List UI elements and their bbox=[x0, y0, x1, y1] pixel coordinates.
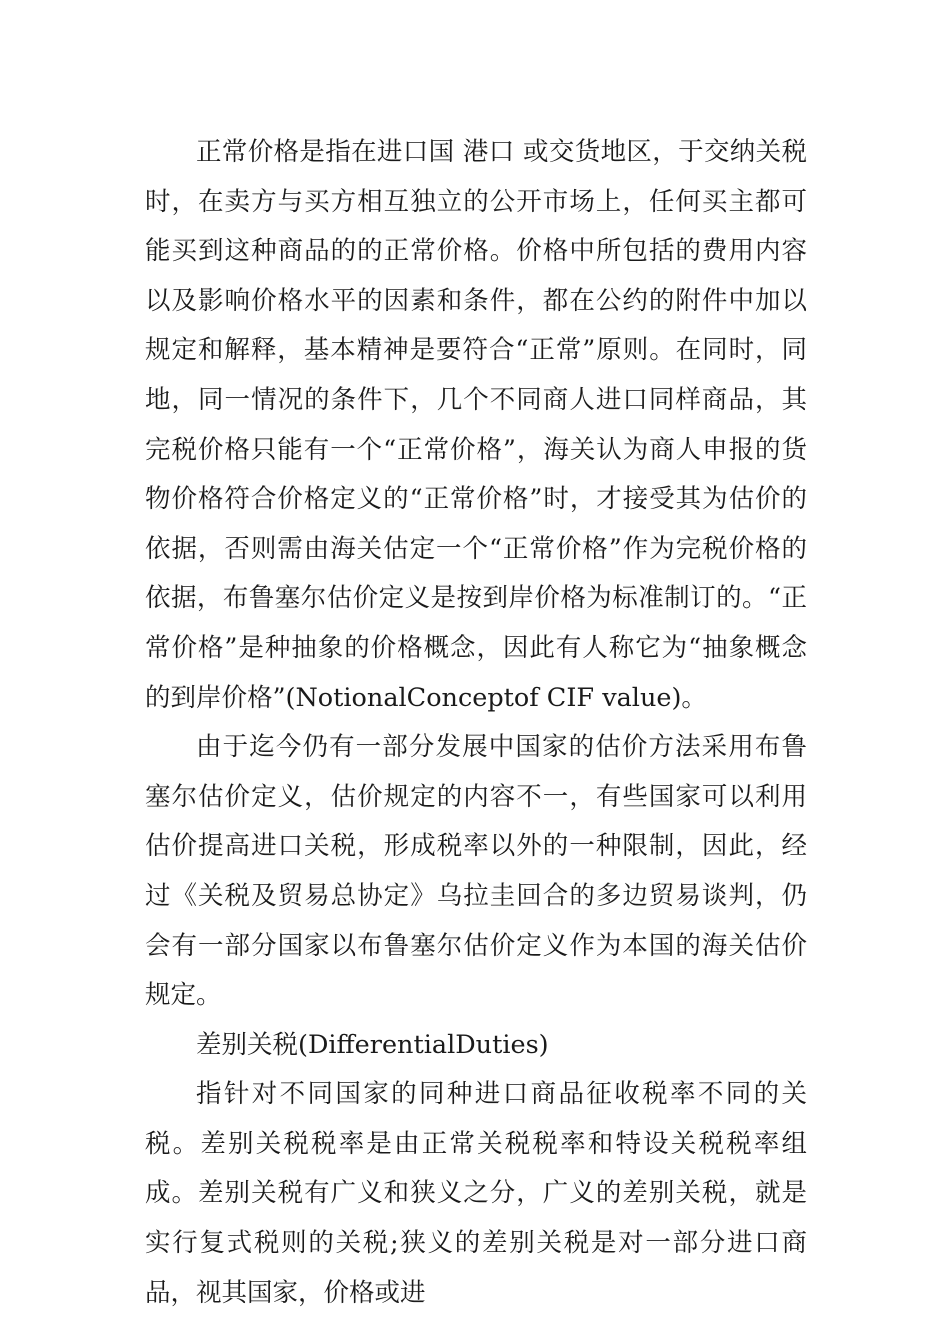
paragraph-normal-price: 正常价格是指在进口国 港口 或交货地区，于交纳关税时，在卖方与买方相互独立的公开市场上，任何买主都可能买到这种商品的的正常价格。价格中所包括的费用内容以及影响价格水平的因素和条件，都在公约的附件中加以规定和解释，基本精神是要符合“正常”原则。在同时，同地，同一情况的条件下，几个不同商人进口同样商品，其完税价格只能有一个“正常价格”，海关认为商人申报的货物价格符合价格定义的“正常价格”时，才接受其为估价的依据，否则需由海关估定一个“正常价格”作为完税价格的依据，布鲁塞尔估价定义是按到岸价格为标准制订的。“正常价格”是种抽象的价格概念，因此有人称它为“抽象概念的到岸价格”(NotionalConceptof CIF value)。 bbox=[145, 137, 807, 713]
section-heading-differential-duties: 差别关税(DifferentialDuties) bbox=[196, 1029, 549, 1060]
paragraph-brussels-definition: 由于迄今仍有一部分发展中国家的估价方法采用布鲁塞尔估价定义，估价规定的内容不一，有些国家可以利用估价提高进口关税，形成税率以外的一种限制，因此，经过《关税及贸易总协定》乌拉圭回合的多边贸易谈判，仍会有一部分国家以布鲁塞尔估价定义作为本国的海关估价规定。 bbox=[145, 732, 807, 1011]
document-body bbox=[145, 128, 807, 1318]
paragraph-differential-duties: 指针对不同国家的同种进口商品征收税率不同的关税。差别关税税率是由正常关税税率和特设关税税率组成。差别关税有广义和狭义之分，广义的差别关税，就是实行复式税则的关税;狭义的差别关税是对一部分进口商品，视其国家，价格或进 bbox=[145, 1079, 807, 1308]
